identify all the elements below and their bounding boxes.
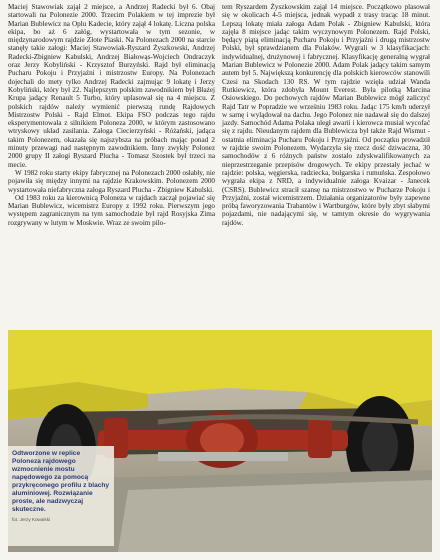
article-paragraph: tem Ryszardem Żyszkowskim zajął 14 miejsce. Początkowo plasował się w okolicach 4-5 miejsca, jednak wypadł z trasy tracąc 18 minut. Lepszą lokatę miała załoga Adam Polak - Zbigniew Kabulski, która zajęła 8 miejsce jadąc takim wyczynowym Polonezem. Rajd Polski, będący piątą eliminacją Pucharu Pokoju i Przyjaźni i drugą mistrzostw Polski, był sprawdzianem dla Polaków. Wygrali w 3 klasyfikacjach: indywidualnej, drużynowej i fabrycznej. Klasyfikację generalną wygrał Marian Bublewicz w Polonezie 2000. Adam Polak jadący takim samym autem był 5. Największą konkurencję dla polskich kierowców stanowili Czesi na Skodach 130 RS. W tym rajdzie wzięła udział Wanda Rutkiewicz, która zdobyła Mount Everest. Była pilotką Marcina Osiowskiego. Do pechowych rajdów Marian Bublewicz mógł zaliczyć Rajd Tatr w Popradzie we wrześniu 1983 roku. Jadąc 175 km/h uderzył w sarnę i wylądował na dachu. Jego Polonez nie nadawał się do dalszej jazdy. Samochód Adama Polaka uległ awarii i kierowca musiał wycofać się z rajdu. Nieudanym rajdem dla Bublewicza był także Rajd Wismut - ostatnia eliminacja Pucharu Pokoju i Przyjaźni. Od początku prowadził w rajdzie swoim Polonezem. Wydarzyła się rzecz dość dziwaczna, 30 samochodów z 6 różnych państw zostało zdyskwalifikowanych za nieprzestrzeganie przepisów drogowych. Te ekipy przestały jechać w rajdzie: polska, węgierska, radziecka, bułgarska i rumuńska. Zespołowo wygrała ekipa z NRD, a indywidualnie załoga Kvaizar - Janecek (CSRS). Bublewicz stracił szansę na mistrzostwo w Pucharze Pokoju i Przyjaźni, został wicemistrzem. Działania organizatorów były zapewne próbą faworyzowania Trabantów i Wartburgów, które były zbyt słabymi pojazdami, nie nadającymi się, w tamtym okresie do wygrywania rajdów.: [222, 3, 430, 227]
photo-caption: Odtworzone w replice Poloneza rajdowego wzmocnienie mostu napędowego za pomocą przykręconego profilu z blachy aluminiowej. Rozwiązanie proste, ale nadzwyczaj skuteczne.: [12, 450, 110, 513]
article-paragraph: Maciej Stawowiak zajął 2 miejsce, a Andrzej Radecki był 6. Obaj startowali na Polonezie 2000. Trzecim Polakiem w tej imprezie był Marian Bublewicz na Oplu Kadecie, który zajął 4 lokatę. Liczna polska ekipa, bo aż 6 załóg, wystartowała w tym sezonie, w międzynarodowym rajdzie Złote Piaski. Na Polonezach 2000 na starcie stanęły takie załogi: Maciej Stawowiak-Ryszard Żyszkowski, Andrzej Radecki-Zbigniew Kabulski, Andrzej Białowąs-Wojciech Ondraczyk oraz Jerzy Kobyliński - Krzysztof Burzyński. Rajd był eliminacją Pucharu Pokoju i Przyjaźni i mistrzostw Europy. Na Polonezach dojechali do mety tylko Andrzej Radecki zajmując 9 lokatę i Jerzy Kobyliński, który był 22. Najlepszym polskim zawodnikiem był Błażej Krupa jadący Renault 5 Turbo, który uplasował się na 4 miejscu. Z polskich rajdów należy wymienić pierwszą rundę Rajdowych Mistrzostw Polski - Rajd Elmot. Ekipa FSO podczas tego rajdu eksperymentowała z silnikiem Poloneza 2000, w którym zastosowano wtryskowy układ zasilania. Załoga Ciecierzyński - Różański, jadąca takim Polonezem, okazała się najszybsza na próbach mając ponad 2 minuty przewagi nad następnym zawodnikiem. Inny zwykły Polonez 2000 grupy II załogi Ryszard Plucha - Tomasz Szostek był trzeci na mecie.: [8, 3, 215, 169]
photo-credit: fot. Jerzy Kowalski: [12, 517, 51, 522]
article-paragraph: Od 1983 roku za kierownicą Poloneza w rajdach zaczął pojawiać się Marian Bublewicz, wicemistrz Europy z 1992 roku. Pierwszym jego występem zagranicznym na tym samochodzie był rajd Rosyjska Zima rozgrywany w lutym w Moskwie. Wraz ze swoim pilo-: [8, 193, 215, 227]
article-right-column: [222, 3, 430, 227]
article-paragraph: W 1982 roku starty ekipy fabrycznej na Polonezach 2000 osłabły, nie pojawiła się między innymi na rajdzie Krakowskim. Polonezem 2000 wystartowała niefabryczna załoga Ryszard Plucha - Zbigniew Kabulski.: [8, 168, 215, 194]
article-left-column: [8, 3, 215, 227]
photo-caption-box: [8, 446, 114, 546]
